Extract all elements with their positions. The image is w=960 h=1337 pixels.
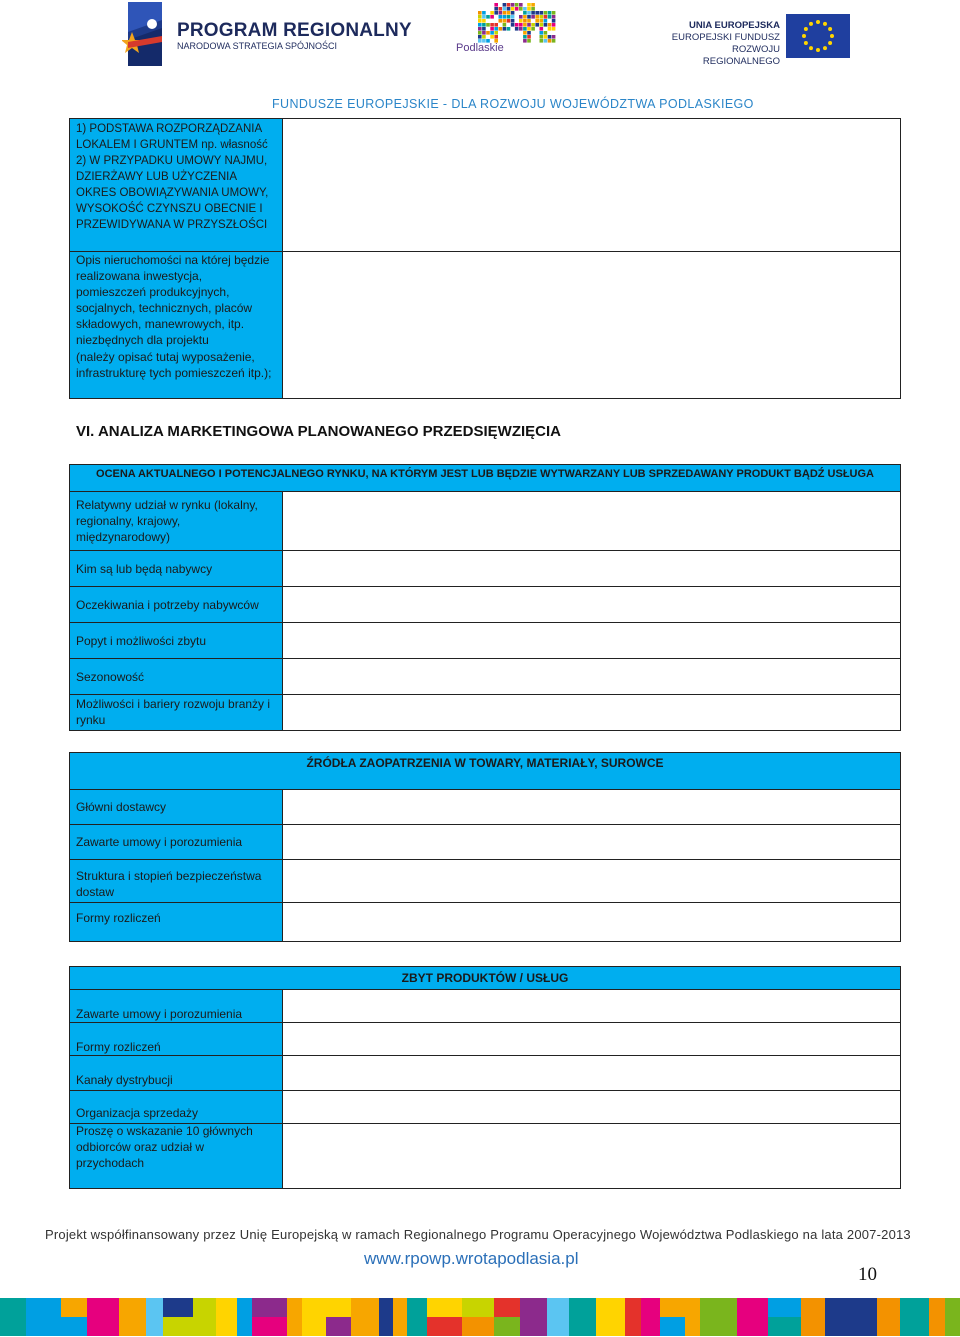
sales-table-header: ZBYT PRODUKTÓW / USŁUG (401, 971, 569, 985)
mosaic-tile (252, 1298, 287, 1317)
eu-star (828, 27, 832, 31)
mosaic-tile (119, 1298, 146, 1336)
mosaic-tile (844, 1298, 877, 1336)
mosaic-tile (519, 19, 523, 23)
mosaic-tile (531, 7, 535, 11)
mosaic-tile (216, 1298, 237, 1336)
mosaic-tile (393, 1317, 407, 1336)
mosaic-tile (252, 1317, 287, 1336)
property-description-label: Opis nieruchomości na której będzie realizowana inwestycja, pomieszczeń produkcyjnych, socjalnych, technicznych, placów składowych, manewrowych, itp. niezbędnych dla projektu (76, 253, 270, 347)
mosaic-tile (478, 27, 482, 31)
mosaic-tile (511, 15, 515, 19)
mosaic-tile (527, 3, 531, 7)
mosaic-tile (519, 7, 523, 11)
mosaic-tile (478, 31, 482, 35)
sales-row-label: Proszę o wskazanie 10 głównych odbiorców oraz udział w przychodach (76, 1124, 253, 1170)
mosaic-tile (548, 15, 552, 19)
podlaskie-label: Podlaskie (456, 42, 504, 54)
mosaic-tile (26, 1317, 61, 1336)
mosaic-tile (737, 1298, 768, 1336)
mosaic-tile (540, 23, 544, 27)
eu-line-1: UNIA EUROPEJSKA (689, 20, 780, 31)
page-number: 10 (858, 1264, 877, 1285)
mosaic-tile (146, 1298, 163, 1336)
eu-star (804, 41, 808, 45)
eu-star (802, 34, 806, 38)
mosaic-tile (721, 1298, 737, 1336)
mosaic-tile (531, 15, 535, 19)
mosaic-tile (544, 39, 548, 43)
mosaic-tile (552, 35, 556, 39)
sales-row-input-cell[interactable] (282, 989, 901, 1023)
mosaic-tile (427, 1298, 462, 1317)
property-description-note: (należy opisać tutaj wyposażenie, infrastrukturę tych pomieszczeń itp.); (76, 350, 272, 380)
mosaic-tile (87, 1298, 119, 1317)
mosaic-tile (540, 11, 544, 15)
eu-star (823, 22, 827, 26)
mosaic-tile (596, 1298, 625, 1336)
mosaic-tile (462, 1317, 494, 1336)
sales-row-label: Organizacja sprzedaży (76, 1106, 199, 1120)
mosaic-tile (523, 35, 527, 39)
mosaic-tile (929, 1298, 945, 1336)
mosaic-tile (569, 1298, 596, 1336)
mosaic-tile (540, 15, 544, 19)
footer-url: www.rpowp.wrotapodlasia.pl (364, 1249, 579, 1268)
property-description-input-cell[interactable] (282, 251, 901, 399)
mosaic-tile (494, 23, 498, 27)
mosaic-tile (490, 15, 494, 19)
mosaic-tile (544, 15, 548, 19)
mosaic-tile (540, 19, 544, 23)
mosaic-tile (478, 15, 482, 19)
program-title: PROGRAM REGIONALNY (177, 20, 412, 41)
mosaic-tile (499, 19, 503, 23)
mosaic-tile (490, 35, 494, 39)
mosaic-tile (531, 11, 535, 15)
mosaic-tile (302, 1298, 326, 1336)
mosaic-tile (503, 11, 507, 15)
mosaic-tile (507, 3, 511, 7)
mosaic-tile (548, 39, 552, 43)
supply-row-input-cell[interactable] (282, 824, 901, 860)
market-row-label: Sezonowość (76, 670, 145, 684)
mosaic-tile (482, 27, 486, 31)
mosaic-tile (527, 7, 531, 11)
mosaic-tile (527, 11, 531, 15)
mosaic-tile (523, 31, 527, 35)
mosaic-tile (548, 27, 552, 31)
mosaic-tile (552, 19, 556, 23)
mosaic-tile (494, 27, 498, 31)
mosaic-tile (326, 1317, 351, 1336)
mosaic-tile (503, 19, 507, 23)
mosaic-tile (527, 31, 531, 35)
mosaic-tile (351, 1298, 379, 1336)
supply-row-label: Zawarte umowy i porozumienia (76, 835, 243, 849)
mosaic-tile (700, 1298, 721, 1336)
mosaic-tile (507, 7, 511, 11)
sales-row-label: Formy rozliczeń (76, 1040, 161, 1054)
mosaic-tile (660, 1298, 685, 1317)
mosaic-tile (393, 1298, 407, 1317)
mosaic-tile (478, 11, 482, 15)
eu-star (828, 41, 832, 45)
market-row-input-cell[interactable] (282, 658, 901, 695)
mosaic-tile (326, 1298, 351, 1317)
mosaic-tile (877, 1298, 900, 1336)
mosaic-tile (511, 3, 515, 7)
eu-line-2: EUROPEJSKI FUNDUSZ (671, 32, 780, 43)
mosaic-tile (768, 1298, 801, 1317)
mosaic-tile (482, 11, 486, 15)
mosaic-tile (548, 23, 552, 27)
supply-row-input-cell[interactable] (282, 789, 901, 825)
mosaic-tile (519, 27, 523, 31)
mosaic-tile (544, 35, 548, 39)
mosaic-tile (503, 27, 507, 31)
mosaic-tile (552, 23, 556, 27)
mosaic-tile (515, 23, 519, 27)
mosaic-tile (482, 23, 486, 27)
market-row-label: Możliwości i bariery rozwoju branży i rynku (76, 697, 271, 727)
header-tagline: FUNDUSZE EUROPEJSKIE - DLA ROZWOJU WOJEWÓDZTWA PODLASKIEGO (272, 97, 754, 111)
supply-row-label: Główni dostawcy (76, 800, 167, 814)
mosaic-tile (523, 7, 527, 11)
mosaic-tile (685, 1298, 700, 1336)
mosaic-tile (540, 27, 544, 31)
mosaic-tile (237, 1298, 252, 1336)
market-row-label: Oczekiwania i potrzeby nabywców (76, 598, 259, 612)
mosaic-tile (478, 35, 482, 39)
mosaic-tile (494, 3, 498, 7)
mosaic-tile (540, 39, 544, 43)
mosaic-tile (507, 15, 511, 19)
mosaic-tile (503, 15, 507, 19)
eu-star (809, 22, 813, 26)
mosaic-tile (535, 15, 539, 19)
mosaic-tile (503, 3, 507, 7)
sales-row-input-cell[interactable] (282, 1022, 901, 1056)
mosaic-tile (494, 1317, 520, 1336)
mosaic-tile (499, 7, 503, 11)
mosaic-tile (407, 1298, 427, 1336)
mosaic-tile (523, 11, 527, 15)
mosaic-tile (519, 15, 523, 19)
mosaic-tile (193, 1298, 216, 1336)
mosaic-tile (544, 11, 548, 15)
mosaic-tile (462, 1298, 494, 1317)
mosaic-tile (494, 1298, 520, 1317)
mosaic-tile (490, 27, 494, 31)
mosaic-tile (499, 11, 503, 15)
mosaic-tile (163, 1317, 193, 1336)
mosaic-tile (552, 15, 556, 19)
eu-star (816, 48, 820, 52)
mosaic-tile (519, 3, 523, 7)
mosaic-tile (490, 23, 494, 27)
supply-row-label: Struktura i stopień bezpieczeństwa dostaw (76, 869, 262, 899)
mosaic-tile (163, 1298, 193, 1317)
mosaic-tile (507, 19, 511, 23)
mosaic-tile (503, 23, 507, 27)
supply-row-input-cell[interactable] (282, 859, 901, 903)
eu-flag-icon (786, 14, 850, 58)
property-basis-input-cell[interactable] (282, 118, 901, 252)
mosaic-tile (494, 31, 498, 35)
mosaic-tile (494, 11, 498, 15)
mosaic-tile (511, 19, 515, 23)
mosaic-tile (520, 1298, 547, 1336)
mosaic-tile (486, 31, 490, 35)
mosaic-tile (527, 27, 531, 31)
mosaic-tile (531, 23, 535, 27)
eu-star (804, 27, 808, 31)
mosaic-tile (482, 15, 486, 19)
eu-star (816, 20, 820, 24)
mosaic-tile (0, 1298, 26, 1336)
mosaic-tile (527, 23, 531, 27)
market-row-input-cell[interactable] (282, 586, 901, 623)
mosaic-tile (87, 1317, 119, 1336)
mosaic-tile (519, 23, 523, 27)
mosaic-tile (660, 1317, 685, 1336)
mosaic-tile (478, 23, 482, 27)
program-regionalny-logo-icon (122, 2, 166, 66)
mosaic-tile (427, 1317, 462, 1336)
eu-star (809, 46, 813, 50)
mosaic-tile (515, 27, 519, 31)
mosaic-tile (544, 23, 548, 27)
sales-row-label: Zawarte umowy i porozumienia (76, 1007, 243, 1021)
mosaic-tile (511, 23, 515, 27)
market-row-label: Kim są lub będą nabywcy (76, 562, 213, 576)
market-table-header: OCENA AKTUALNEGO I POTENCJALNEGO RYNKU, NA KTÓRYM JEST LUB BĘDZIE WYTWARZANY LUB SPRZEDAWANY PRODUKT BĄDŹ USŁUGA (96, 468, 874, 480)
mosaic-tile (523, 27, 527, 31)
mosaic-tile (287, 1298, 302, 1336)
supply-row-input-cell[interactable] (282, 902, 901, 942)
mosaic-tile (490, 31, 494, 35)
mosaic-tile (531, 27, 535, 31)
mosaic-tile (379, 1298, 393, 1336)
mosaic-tile (482, 35, 486, 39)
market-row-input-cell[interactable] (282, 491, 901, 551)
mosaic-tile (523, 23, 527, 27)
mosaic-tile (552, 39, 556, 43)
sales-row-input-cell[interactable] (282, 1055, 901, 1091)
mosaic-tile (527, 19, 531, 23)
mosaic-tile (507, 11, 511, 15)
section-title: VI. ANALIZA MARKETINGOWA PLANOWANEGO PRZEDSIĘWZIĘCIA (76, 423, 561, 440)
market-row-label: Relatywny udział w rynku (lokalny, regionalny, krajowy, międzynarodowy) (76, 498, 258, 544)
mosaic-tile (507, 27, 511, 31)
mosaic-tile (540, 35, 544, 39)
mosaic-tile (641, 1298, 660, 1336)
mosaic-tile (945, 1298, 960, 1336)
program-subtitle: NARODOWA STRATEGIA SPÓJNOŚCI (177, 41, 338, 51)
mosaic-tile (900, 1298, 929, 1336)
mosaic-tile (544, 31, 548, 35)
mosaic-tile (61, 1298, 87, 1317)
property-basis-label: 1) PODSTAWA ROZPORZĄDZANIA LOKALEM I GRUNTEM np. własność 2) W PRZYPADKU UMOWY NAJMU, DZIERŻAWY LUB UŻYCZENIA OKRES OBOWIĄZYWANIA UMOWY, WYSOKOŚĆ CZYNSZU OBECNIE I PRZEWIDYWANA W PRZYSZŁOŚCI (76, 123, 269, 231)
mosaic-tile (486, 23, 490, 27)
eu-star (823, 46, 827, 50)
mosaic-tile (499, 27, 503, 31)
mosaic-tile (511, 7, 515, 11)
mosaic-tile (482, 31, 486, 35)
mosaic-tile (515, 7, 519, 11)
mosaic-tile (801, 1298, 825, 1336)
mosaic-tile (527, 35, 531, 39)
footer-cofinancing-text: Projekt współfinansowany przez Unię Europejską w ramach Regionalnego Programu Operacyjnego Województwa Podlaskiego na lata 2007-2013 (45, 1227, 911, 1242)
mosaic-tile (494, 7, 498, 11)
mosaic-tile (535, 19, 539, 23)
mosaic-tile (535, 11, 539, 15)
mosaic-tile (527, 39, 531, 43)
mosaic-tile (552, 27, 556, 31)
market-row-input-cell[interactable] (282, 694, 901, 731)
mosaic-tile (482, 19, 486, 23)
eu-fund-text (664, 20, 780, 68)
sales-row-label: Kanały dystrybucji (76, 1073, 173, 1087)
mosaic-tile (625, 1298, 641, 1336)
supply-table-header: ŹRÓDŁA ZAOPATRZENIA W TOWARY, MATERIAŁY, SUROWCE (306, 756, 664, 770)
podlaskie-bison-mosaic-icon (478, 3, 556, 43)
mosaic-tile (527, 15, 531, 19)
supply-row-label: Formy rozliczeń (76, 911, 161, 925)
sales-row-input-cell[interactable] (282, 1123, 901, 1189)
mosaic-tile (523, 39, 527, 43)
decorative-mosaic-bar-icon (0, 1298, 960, 1336)
mosaic-tile (511, 11, 515, 15)
mosaic-tile (552, 11, 556, 15)
mosaic-tile (540, 31, 544, 35)
market-row-input-cell[interactable] (282, 550, 901, 587)
mosaic-tile (523, 15, 527, 19)
mosaic-tile (61, 1317, 87, 1336)
market-row-input-cell[interactable] (282, 622, 901, 659)
mosaic-tile (825, 1317, 844, 1336)
eu-line-3: ROZWOJU REGIONALNEGO (702, 44, 780, 67)
mosaic-tile (26, 1298, 61, 1317)
eu-star (830, 34, 834, 38)
mosaic-tile (768, 1317, 801, 1336)
mosaic-tile (548, 35, 552, 39)
mosaic-tile (490, 11, 494, 15)
mosaic-tile (825, 1298, 844, 1317)
mosaic-tile (494, 35, 498, 39)
mosaic-tile (544, 19, 548, 23)
mosaic-tile (499, 15, 503, 19)
mosaic-tile (523, 19, 527, 23)
market-row-label: Popyt i możliwości zbytu (76, 634, 207, 648)
mosaic-tile (515, 3, 519, 7)
mosaic-tile (478, 19, 482, 23)
mosaic-tile (535, 23, 539, 27)
mosaic-tile (547, 1298, 569, 1336)
mosaic-tile (503, 7, 507, 11)
sales-row-input-cell[interactable] (282, 1090, 901, 1124)
mosaic-tile (548, 11, 552, 15)
mosaic-tile (486, 15, 490, 19)
mosaic-tile (531, 3, 535, 7)
